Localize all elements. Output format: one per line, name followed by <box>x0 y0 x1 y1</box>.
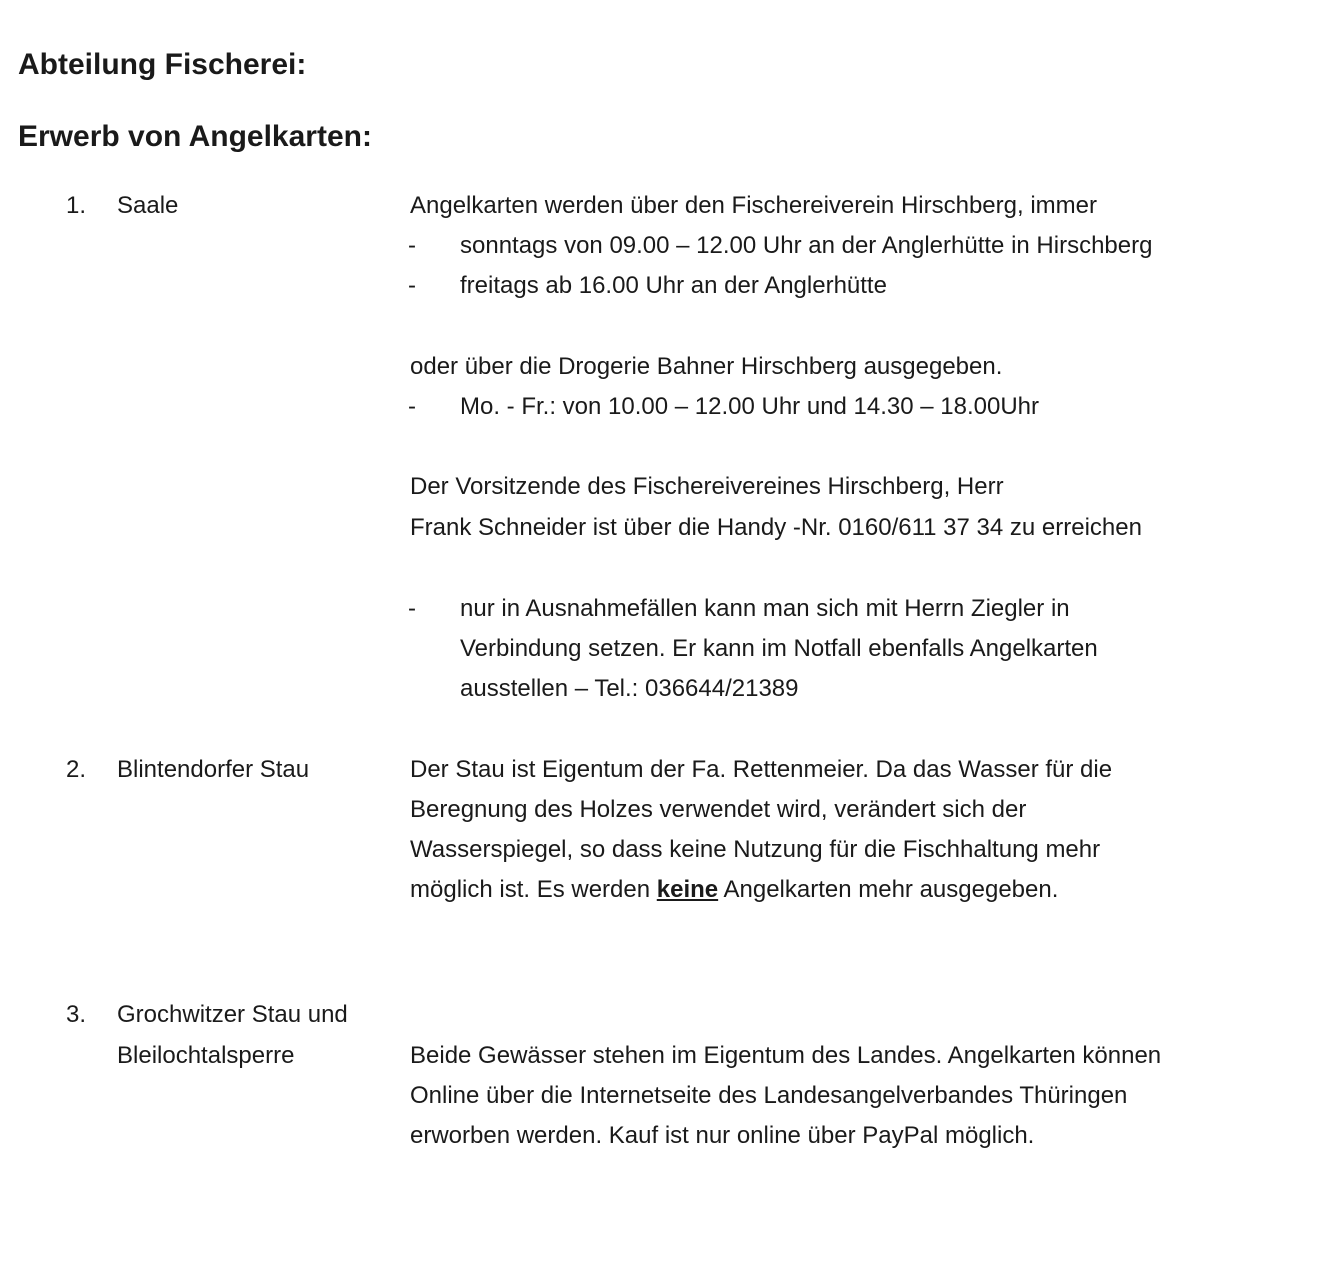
section-2-name: Blintendorfer Stau <box>117 756 310 783</box>
section-1-exception-line-1: nur in Ausnahmefällen kann man sich mit Herrn Ziegler in <box>460 595 1070 622</box>
section-2-line-2: Beregnung des Holzes verwendet wird, verändert sich der <box>410 796 1027 823</box>
section-2-number: 2. <box>66 756 87 783</box>
section-1-bullet-friday: freitags ab 16.00 Uhr an der Anglerhütte <box>460 272 887 299</box>
bullet-dash: - <box>408 595 416 622</box>
section-2-line-4 <box>410 875 1058 905</box>
section-1-exception-line-2: Verbindung setzen. Er kann im Notfall ebenfalls Angelkarten <box>460 635 1098 662</box>
section-2-line-4-before: möglich ist. Es werden <box>410 876 657 903</box>
section-2-line-4-after: Angelkarten mehr ausgegeben. <box>718 876 1059 903</box>
page-title: Abteilung Fischerei: <box>18 48 307 81</box>
section-1-exception-line-3: ausstellen – Tel.: 036644/21389 <box>460 675 799 702</box>
page-subtitle: Erwerb von Angelkarten: <box>18 120 372 153</box>
section-1-contact-line-1: Der Vorsitzende des Fischereivereines Hirschberg, Herr <box>410 473 1004 500</box>
section-1-alt-hours: Mo. - Fr.: von 10.00 – 12.00 Uhr und 14.30 – 18.00Uhr <box>460 393 1040 420</box>
section-1-bullet-sunday: sonntags von 09.00 – 12.00 Uhr an der Anglerhütte in Hirschberg <box>460 232 1153 259</box>
bullet-dash: - <box>408 232 416 259</box>
bullet-dash: - <box>408 393 416 420</box>
section-1-name: Saale <box>117 192 179 219</box>
section-2-line-1: Der Stau ist Eigentum der Fa. Rettenmeier. Da das Wasser für die <box>410 756 1113 783</box>
keyword-keine: keine <box>656 876 719 903</box>
section-1-intro: Angelkarten werden über den Fischereiverein Hirschberg, immer <box>410 192 1097 219</box>
section-3-line-1: Beide Gewässer stehen im Eigentum des Landes. Angelkarten können <box>410 1042 1162 1069</box>
section-3-name-line-1: Grochwitzer Stau und <box>117 1001 348 1028</box>
section-2-line-3: Wasserspiegel, so dass keine Nutzung für die Fischhaltung mehr <box>410 836 1101 863</box>
bullet-dash: - <box>408 272 416 299</box>
section-1-contact-line-2: Frank Schneider ist über die Handy -Nr. 0160/611 37 34 zu erreichen <box>410 514 1142 541</box>
section-3-name-line-2: Bleilochtalsperre <box>117 1042 295 1069</box>
section-3-line-2: Online über die Internetseite des Landesangelverbandes Thüringen <box>410 1082 1128 1109</box>
section-3-line-3: erworben werden. Kauf ist nur online über PayPal möglich. <box>410 1122 1035 1149</box>
section-1-number: 1. <box>66 192 87 219</box>
section-1-alt: oder über die Drogerie Bahner Hirschberg ausgegeben. <box>410 353 1003 380</box>
section-3-number: 3. <box>66 1001 87 1028</box>
